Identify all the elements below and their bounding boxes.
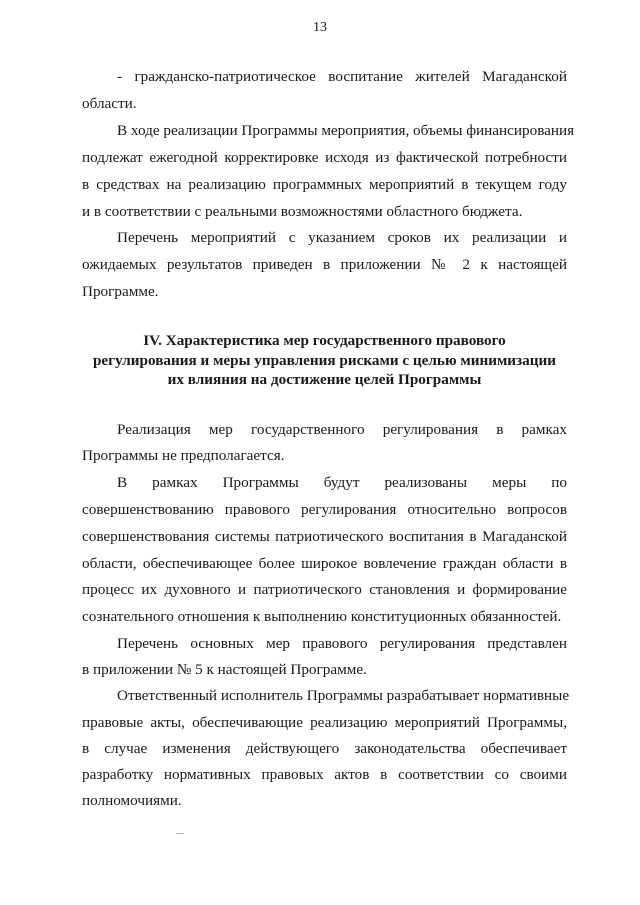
section-heading-line: регулирования и меры управления рисками с целью минимизации bbox=[92, 352, 556, 369]
paragraph-line: Программе. bbox=[82, 283, 159, 300]
paragraph-line: сознательного отношения к выполнению конституционных обязанностей. bbox=[82, 608, 562, 625]
paragraph-line: совершенствованию правового регулирования относительно вопросов bbox=[82, 501, 567, 518]
section-heading-line: IV. Характеристика мер государственного правового bbox=[143, 332, 506, 349]
paragraph-line: в средствах на реализацию программных мероприятий в текущем году bbox=[82, 176, 567, 193]
section-heading-line: их влияния на достижение целей Программы bbox=[167, 371, 482, 388]
paragraph-line: В рамках Программы будут реализованы меры по bbox=[117, 474, 567, 491]
paragraph-line: процесс их духовного и патриотического становления и формирование bbox=[82, 581, 567, 598]
paragraph-line: области, обеспечивающее более широкое вовлечение граждан области в bbox=[82, 555, 567, 572]
paragraph-line: разработку нормативных правовых актов в соответствии со своими bbox=[82, 766, 567, 783]
paragraph-line: в приложении № 5 к настоящей Программе. bbox=[82, 661, 367, 678]
paragraph-line: Программы не предполагается. bbox=[82, 447, 285, 464]
paragraph-line: ожидаемых результатов приведен в приложении № 2 к настоящей bbox=[82, 256, 567, 273]
paragraph-line: подлежат ежегодной корректировке исходя из фактической потребности bbox=[82, 149, 567, 166]
paragraph-line: правовые акты, обеспечивающие реализацию мероприятий Программы, bbox=[82, 714, 567, 731]
paragraph-line: совершенствования системы патриотического воспитания в Магаданской bbox=[82, 528, 567, 545]
paragraph-line: области. bbox=[82, 95, 137, 112]
paragraph-line: полномочиями. bbox=[82, 792, 182, 809]
paragraph-line: Реализация мер государственного регулирования в рамках bbox=[117, 421, 567, 438]
paragraph-line: в случае изменения действующего законодательства обеспечивает bbox=[82, 740, 567, 757]
paragraph-line: - гражданско-патриотическое воспитание жителей Магаданской bbox=[117, 68, 567, 85]
paragraph-line: и в соответствии с реальными возможностями областного бюджета. bbox=[82, 203, 523, 220]
scan-artifact-mark bbox=[176, 833, 184, 834]
page-number: 13 bbox=[313, 20, 327, 35]
paragraph-line: В ходе реализации Программы мероприятия, объемы финансирования bbox=[117, 122, 575, 139]
paragraph-line: Перечень основных мер правового регулирования представлен bbox=[117, 635, 567, 652]
paragraph-line: Ответственный исполнитель Программы разрабатывает нормативные bbox=[117, 687, 570, 704]
paragraph-line: Перечень мероприятий с указанием сроков их реализации и bbox=[117, 229, 567, 246]
